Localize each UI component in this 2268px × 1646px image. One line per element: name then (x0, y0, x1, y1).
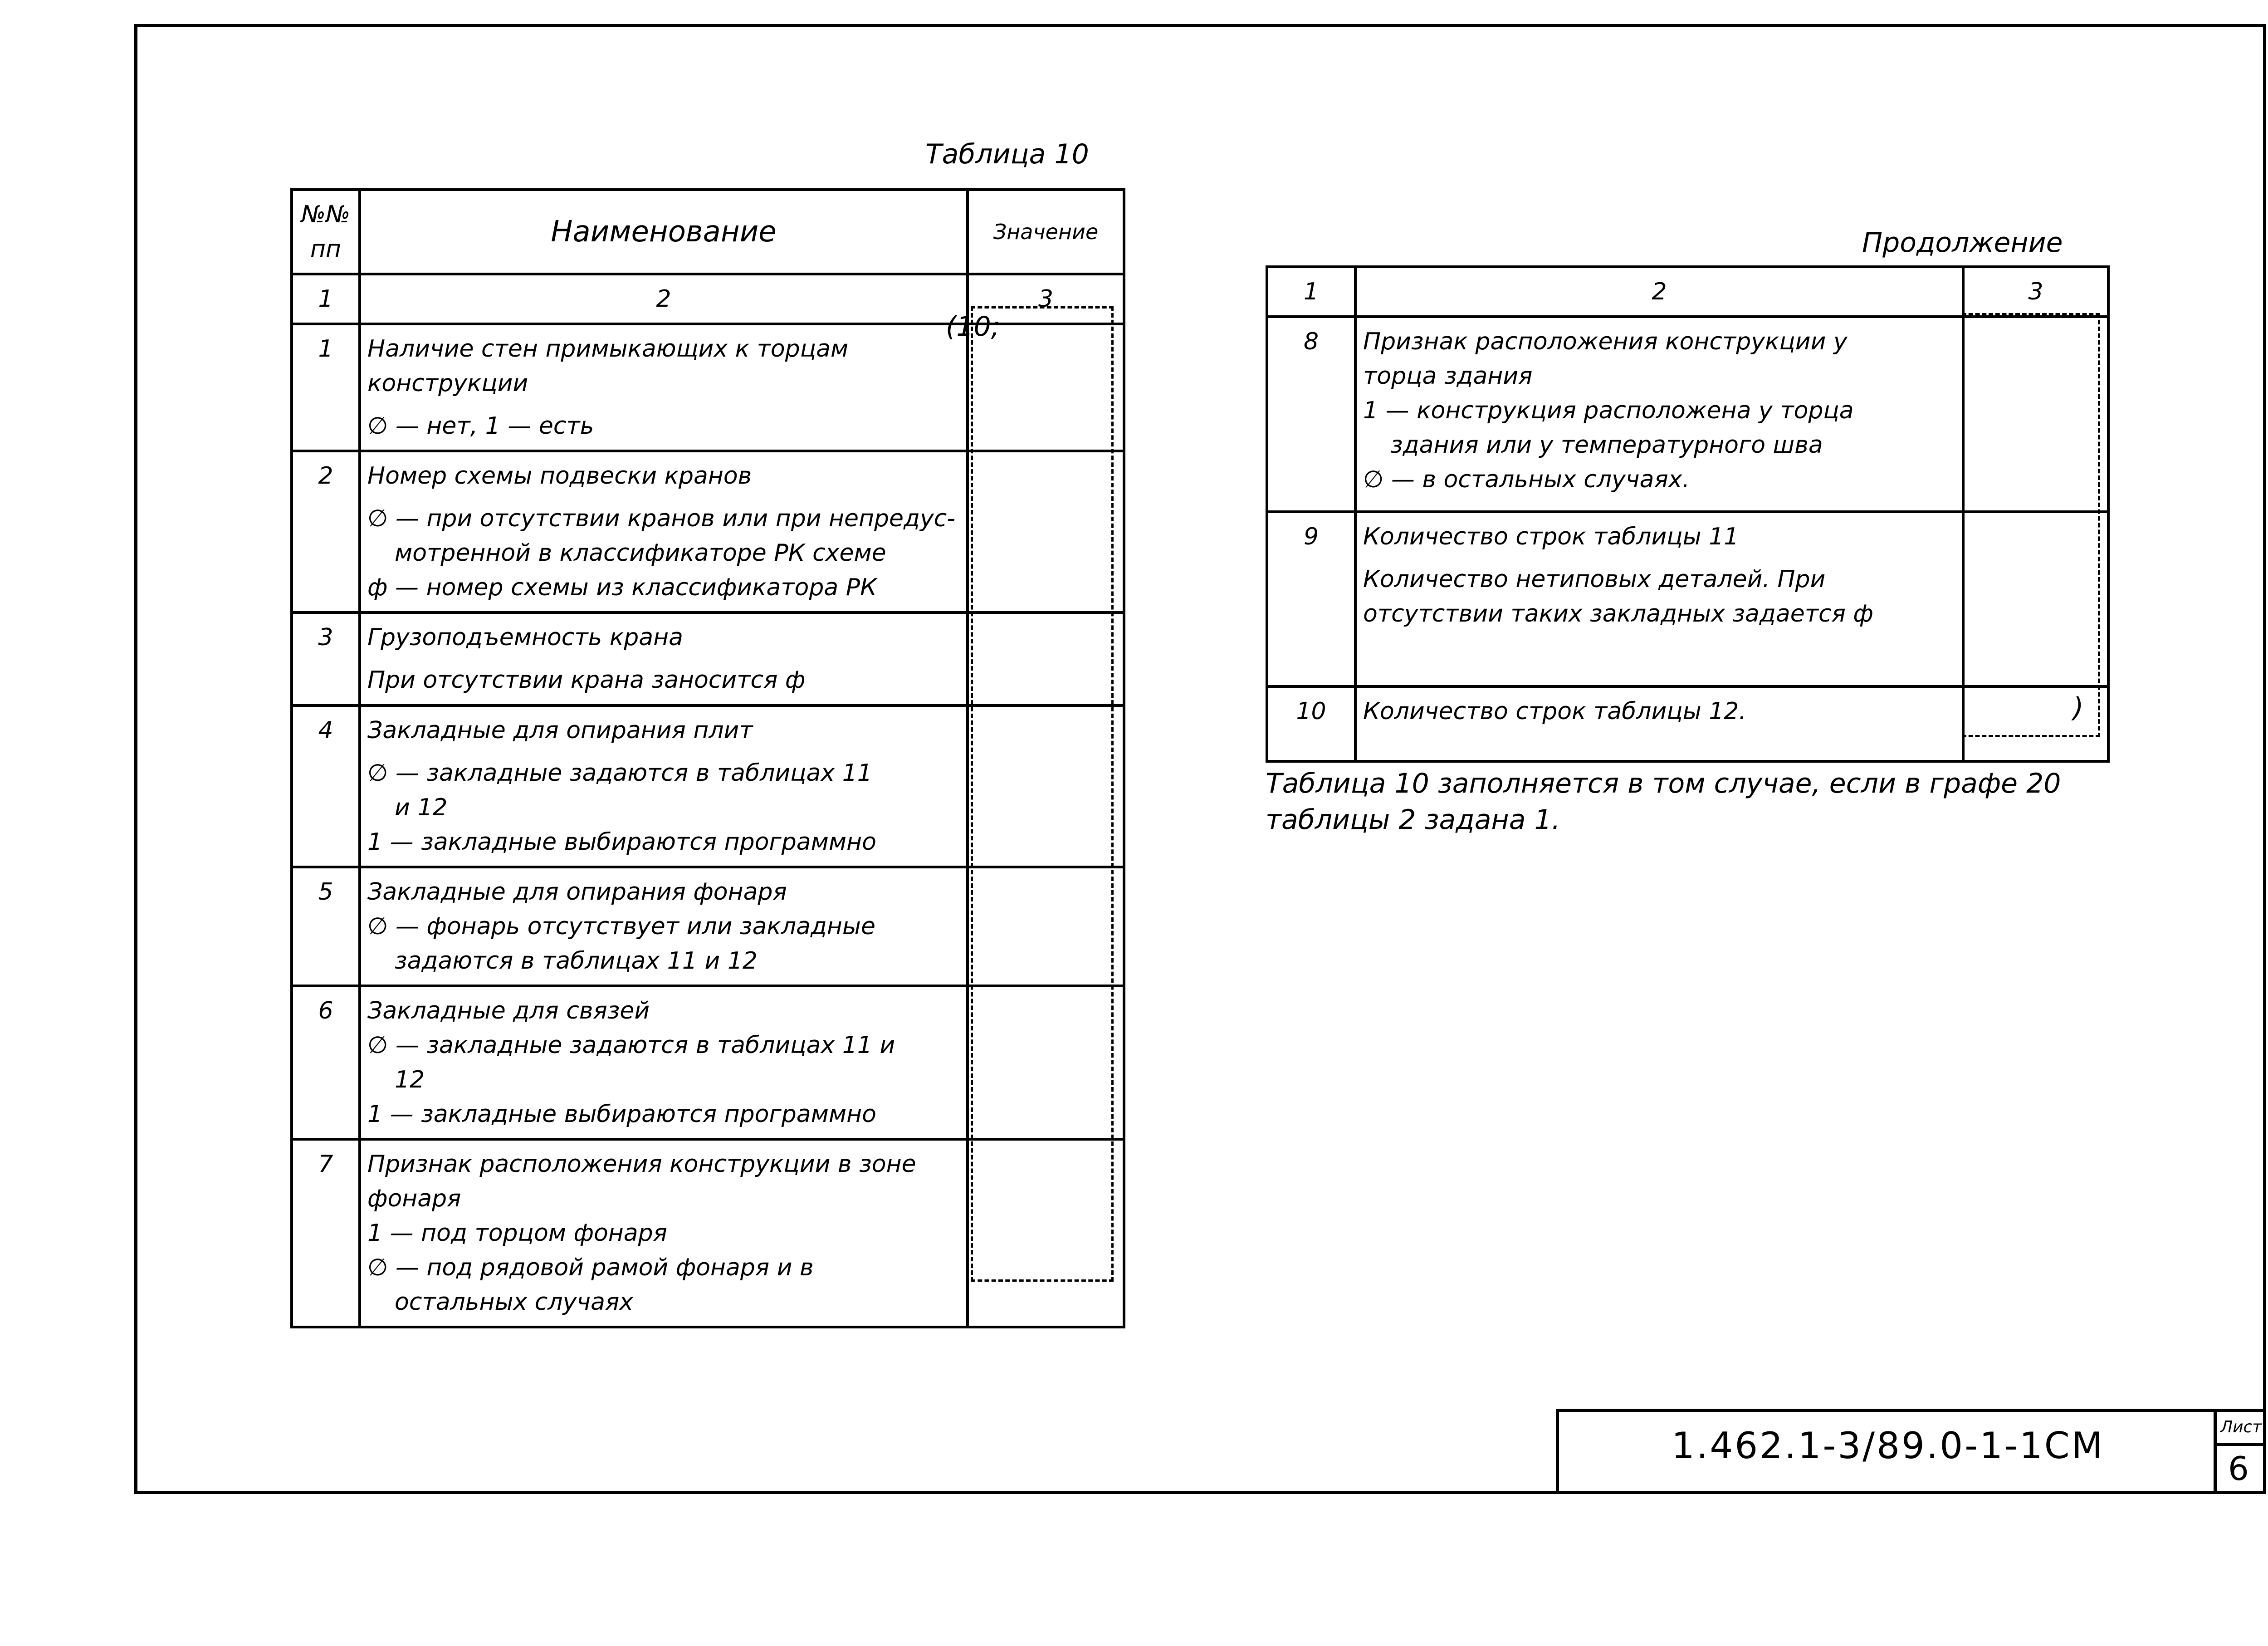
left_table-row-line: фонаря (367, 1185, 461, 1212)
left_table-row-line: Грузоподъемность крана (367, 624, 683, 651)
left_table-row-text (360, 451, 968, 612)
sheet-number: 6 (2228, 1450, 2249, 1488)
right-colnum-2: 2 (1355, 267, 1963, 317)
left_table-row-line: Закладные для опирания плит (367, 717, 753, 744)
colnum-2: 2 (360, 274, 968, 324)
left-value-note: (10; (946, 311, 1000, 343)
left_table-row-line: Признак расположения конструкции в зоне (367, 1151, 916, 1178)
right_table-row-line (1363, 554, 1955, 562)
left_table-row-line (367, 401, 960, 409)
left_table-row-number: 4 (292, 705, 360, 867)
right-colnum-3: 3 (1963, 267, 2108, 317)
stamp-divider (2214, 1409, 2217, 1494)
left_table-row-line: и 12 (395, 794, 448, 821)
header-name: Наименование (360, 190, 968, 274)
right_table-row-line: здания или у температурного шва (1390, 431, 1823, 459)
right_table-row-text (1355, 512, 1963, 686)
left_table-row-text (360, 324, 968, 451)
left_table-row-number: 2 (292, 451, 360, 612)
left_table-row-line (367, 655, 960, 663)
left_table-row-line: При отсутствии крана заносится ф (367, 666, 806, 694)
note-line-2: таблицы 2 задана 1. (1266, 804, 1560, 836)
left_table-row-line: остальных случаях (395, 1288, 634, 1316)
right_table-row-line: Количество строк таблицы 11 (1363, 523, 1739, 550)
left_table-row-number: 6 (292, 986, 360, 1139)
right_table-row-line: отсутствии таких закладных задается ф (1363, 600, 1873, 627)
left_table-row-line: ∅ — под рядовой рамой фонаря и в (367, 1254, 814, 1281)
right_table-row-line: 1 — конструкция расположена у торца (1363, 397, 1854, 424)
left_table-row-line: мотренной в классификаторе РК схеме (395, 539, 886, 567)
left_table-row-number: 5 (292, 867, 360, 986)
left_table-row-number: 7 (292, 1139, 360, 1327)
drawing-code: 1.462.1-3/89.0-1-1СМ (1672, 1425, 2105, 1467)
right-colnum-1: 1 (1267, 267, 1355, 317)
left_table-row-number: 3 (292, 612, 360, 705)
left_table-row-line: 1 — закладные выбираются программно (367, 1101, 876, 1128)
right_table-row-number: 9 (1267, 512, 1355, 686)
left-table-caption: Таблица 10 (925, 138, 1089, 170)
left_table-row-line: Закладные для опирания фонаря (367, 878, 787, 906)
left_table-row-line: ф — номер схемы из классификатора РК (367, 574, 877, 601)
left_table-row-line (367, 493, 960, 501)
left_table-row-text (360, 867, 968, 986)
sheet-label: Лист (2220, 1418, 2262, 1436)
left_table-row-text (360, 612, 968, 705)
right-table-caption: Продолжение (1862, 227, 2063, 259)
left_table-row-line: 1 — закладные выбираются программно (367, 828, 876, 856)
left_table-row-line: ∅ — закладные задаются в таблицах 11 и (367, 1032, 895, 1059)
right_table-row-number: 8 (1267, 317, 1355, 512)
note-line-1: Таблица 10 заполняется в том случае, если в графе 20 (1266, 768, 2061, 799)
left_table-row-line: Наличие стен примыкающих к торцам (367, 335, 849, 363)
left_table-row-line: конструкции (367, 370, 528, 397)
left_table-row-line: 12 (395, 1066, 425, 1093)
stamp-divider-h (2214, 1443, 2266, 1446)
left_table-row-line: ∅ — нет, 1 — есть (367, 412, 594, 440)
left_table-row-line: ∅ — фонарь отсутствует или закладные (367, 913, 875, 940)
header-num: №№ пп (292, 190, 360, 274)
right_table-row-line: Количество нетиповых деталей. При (1363, 566, 1826, 593)
left_table-row-line: задаются в таблицах 11 и 12 (395, 947, 758, 975)
left_table-row-text (360, 986, 968, 1139)
right_table-row-line: ∅ — в остальных случаях. (1363, 466, 1690, 493)
left_table-row-number: 1 (292, 324, 360, 451)
right_table-row-line: Количество строк таблицы 12. (1363, 698, 1746, 725)
colnum-3: 3 (968, 274, 1124, 324)
right-value-bracket (1962, 313, 2100, 737)
left_table-row-text (360, 705, 968, 867)
right_table-row-line: торца здания (1363, 363, 1533, 390)
left_table-row-line: Номер схемы подвески кранов (367, 462, 752, 490)
left_table-row-text (360, 1139, 968, 1327)
left_table-row-line: 1 — под торцом фонаря (367, 1220, 667, 1247)
left_table-row-line: Закладные для связей (367, 997, 650, 1024)
left_table-row-line: ∅ — закладные задаются в таблицах 11 (367, 759, 872, 787)
right_table-row-line: Признак расположения конструкции у (1363, 328, 1848, 355)
left_table-row-line: ∅ — при отсутствии кранов или при непредус- (367, 505, 956, 532)
right-value-close: ) (2073, 692, 2084, 724)
header-value: Значение (968, 190, 1124, 274)
right_table-row-text (1355, 686, 1963, 761)
left_table-row-line (367, 748, 960, 756)
right_table-row-number: 10 (1267, 686, 1355, 761)
left-value-bracket (971, 306, 1114, 1282)
right_table-row-text (1355, 317, 1963, 512)
colnum-1: 1 (292, 274, 360, 324)
